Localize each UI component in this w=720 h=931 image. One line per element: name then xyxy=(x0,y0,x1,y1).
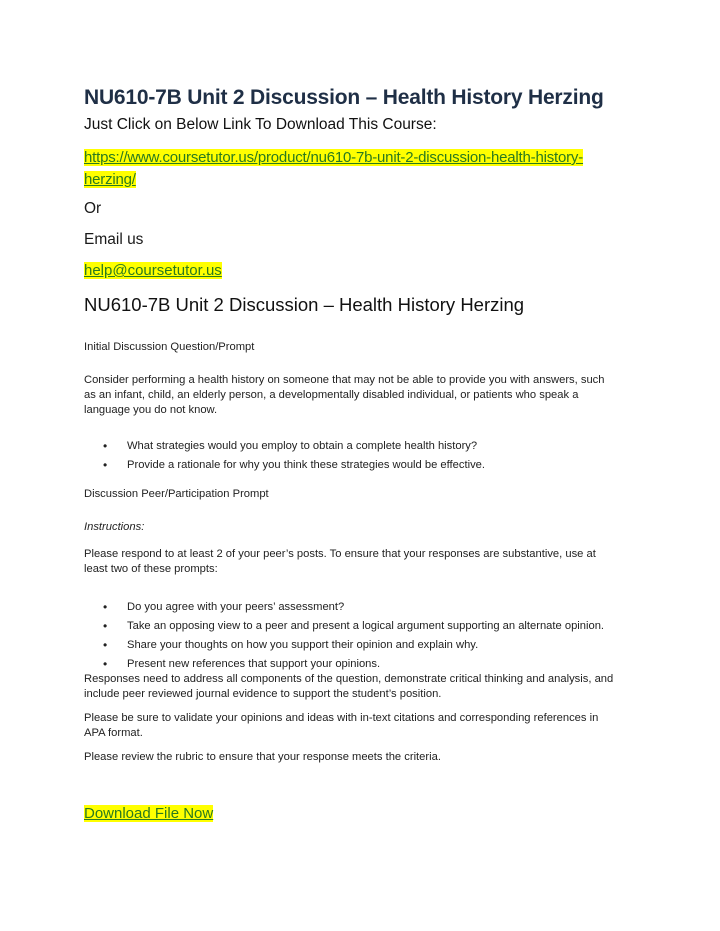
or-text: Or xyxy=(84,200,102,217)
course-link-block xyxy=(84,147,644,191)
respond-line-2: least two of these prompts: xyxy=(84,563,218,575)
instructions-label: Instructions: xyxy=(84,521,145,533)
list-item: • Take an opposing view to a peer and present a logical argument supporting an alternate opinion. xyxy=(100,619,604,638)
list-item: • Provide a rationale for why you think these strategies would be effective. xyxy=(100,458,485,477)
list-item: • Present new references that support your opinions. xyxy=(100,657,604,676)
initial-prompt-label: Initial Discussion Question/Prompt xyxy=(84,341,255,353)
page-title: NU610-7B Unit 2 Discussion – Health History Herzing xyxy=(84,86,604,109)
list-item: • What strategies would you employ to obtain a complete health history? xyxy=(100,439,485,458)
course-link-line2[interactable]: herzing/ xyxy=(84,171,136,188)
email-label: Email us xyxy=(84,231,144,248)
lead-text: Just Click on Below Link To Download This Course: xyxy=(84,116,437,133)
respond-paragraph xyxy=(84,547,596,577)
consider-line-2: as an infant, child, an elderly person, a developmentally disabled individual, or patients who speak a xyxy=(84,389,579,401)
responses-line-2: include peer reviewed journal evidence to support the student’s position. xyxy=(84,688,442,700)
validate-line-2: APA format. xyxy=(84,727,143,739)
responses-paragraph xyxy=(84,672,613,702)
peer-prompt-label: Discussion Peer/Participation Prompt xyxy=(84,488,269,500)
validate-paragraph xyxy=(84,711,598,741)
responses-line-1: Responses need to address all components of the question, demonstrate critical thinking and analysis, and xyxy=(84,673,614,685)
peer-bullet-list xyxy=(100,600,604,676)
respond-line-1: Please respond to at least 2 of your peer’s posts. To ensure that your responses are substantive, use at xyxy=(84,548,596,560)
consider-line-3: language you do not know. xyxy=(84,404,218,416)
email-link[interactable]: help@coursetutor.us xyxy=(84,262,222,279)
list-item: • Share your thoughts on how you support their opinion and explain why. xyxy=(100,638,604,657)
course-link-line1[interactable]: https://www.coursetutor.us/product/nu610-7b-unit-2-discussion-health-history- xyxy=(84,149,584,166)
download-link-wrap xyxy=(84,805,213,822)
validate-line-1: Please be sure to validate your opinions and ideas with in-text citations and corresponding references in xyxy=(84,712,599,724)
consider-line-1: Consider performing a health history on someone that may not be able to provide you with answers, such xyxy=(84,374,605,386)
consider-paragraph xyxy=(84,373,605,418)
rubric-paragraph: Please review the rubric to ensure that your response meets the criteria. xyxy=(84,751,441,763)
email-link-wrap xyxy=(84,262,222,279)
initial-bullet-list xyxy=(100,439,485,477)
download-file-link[interactable]: Download File Now xyxy=(84,805,214,822)
section-heading: NU610-7B Unit 2 Discussion – Health History Herzing xyxy=(84,294,525,315)
list-item: • Do you agree with your peers’ assessment? xyxy=(100,600,604,619)
